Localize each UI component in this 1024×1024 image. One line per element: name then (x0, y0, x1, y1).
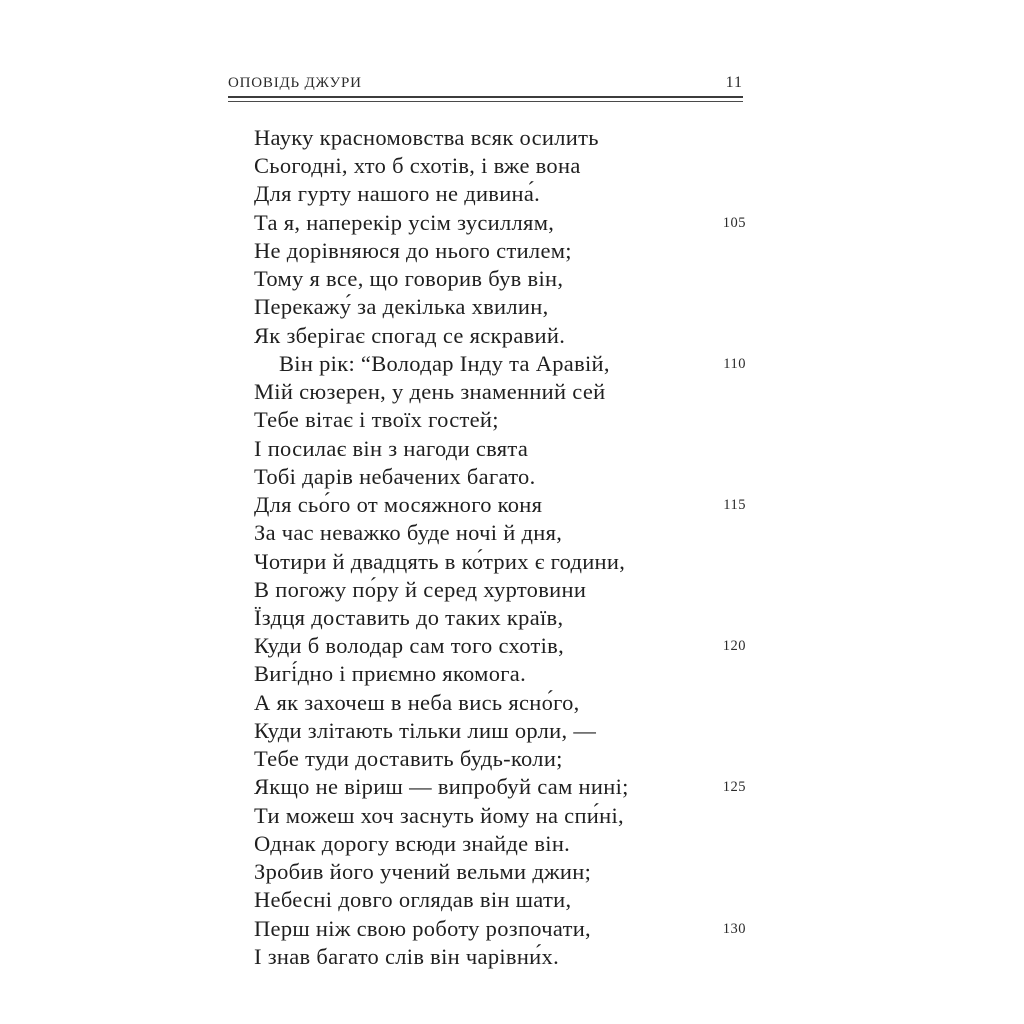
verse-text: Куди злітають тільки лиш орли, — (254, 717, 597, 743)
verse-text: Перекажу́ за декілька хвилин, (254, 294, 549, 320)
verse-line (254, 406, 746, 434)
verse-text: В погожу по́ру й серед хуртовини (254, 576, 587, 602)
verse-text: Небесні довго оглядав він шати, (254, 887, 572, 913)
verse-text: Перш ніж свою роботу розпочати, (254, 915, 591, 941)
running-title: ОПОВІДЬ ДЖУРИ (228, 75, 362, 91)
verse-line (254, 519, 746, 547)
poem-body (254, 124, 746, 971)
verse-line (254, 209, 746, 237)
verse-text: Чотири й двадцять в ко́трих є години, (254, 548, 626, 574)
verse-line (254, 773, 746, 801)
verse-text: І знав багато слів він чарівни́х. (254, 943, 559, 969)
verse-text: Мій сюзерен, у день знаменний сей (254, 379, 606, 405)
verse-line (254, 350, 746, 378)
verse-line (254, 265, 746, 293)
verse-text: Науку красномовства всяк осилить (254, 125, 599, 150)
verse-line (254, 463, 746, 491)
verse-line (254, 435, 746, 463)
verse-line (254, 378, 746, 406)
verse-line (254, 802, 746, 830)
verse-text: Зробив його учений вельми джин; (254, 859, 592, 885)
verse-line-number: 130 (722, 920, 746, 937)
verse-text: Їздця доставить до таких країв, (254, 604, 564, 630)
verse-text: Для гурту нашого не дивина́. (254, 181, 541, 207)
verse-line-number: 120 (722, 638, 746, 655)
header-rule (228, 96, 743, 102)
verse-line (254, 717, 746, 745)
verse-text: Однак дорогу всюди знайде він. (254, 830, 571, 856)
verse-line (254, 943, 746, 971)
verse-text: Він рік: “Володар Інду та Аравій, (279, 350, 610, 376)
verse-line (254, 830, 746, 858)
verse-line (254, 293, 746, 321)
verse-text: Не дорівняюся до нього стилем; (254, 237, 572, 263)
verse-text: Для сьо́го от мосяжного коня (254, 492, 543, 518)
page-header (228, 74, 743, 92)
verse-line (254, 322, 746, 350)
verse-text: Сьогодні, хто б схотів, і вже вона (254, 153, 581, 179)
verse-line (254, 689, 746, 717)
verse-line (254, 237, 746, 265)
verse-text: Вигі́дно і приємно якомога. (254, 661, 526, 687)
verse-text: Тобі дарів небачених багато. (254, 463, 536, 489)
verse-line (254, 886, 746, 914)
verse-text: А як захочеш в неба вись ясно́го, (254, 689, 580, 715)
verse-line (254, 915, 746, 943)
verse-line-number: 115 (723, 497, 746, 514)
verse-text: Ти можеш хоч заснуть йому на спи́ні, (254, 802, 624, 828)
verse-line (254, 491, 746, 519)
verse-text: За час неважко буде ночі й дня, (254, 520, 563, 546)
verse-text: Тебе вітає і твоїх гостей; (254, 407, 499, 433)
verse-line (254, 180, 746, 208)
verse-line (254, 858, 746, 886)
verse-text: Як зберігає спогад се яскравий. (254, 322, 566, 348)
verse-text: Куди б володар сам того схотів, (254, 633, 565, 659)
verse-line-number: 105 (722, 214, 746, 231)
verse-line (254, 152, 746, 180)
verse-line (254, 660, 746, 688)
verse-text: Тому я все, що говорив був він, (254, 266, 564, 292)
verse-text: Тебе туди доставить будь-коли; (254, 746, 563, 772)
verse-text: Та я, наперекір усім зусиллям, (254, 209, 555, 235)
page-number: 11 (725, 74, 743, 91)
verse-line (254, 576, 746, 604)
verse-text: І посилає він з нагоди свята (254, 435, 529, 461)
verse-line (254, 548, 746, 576)
verse-line (254, 604, 746, 632)
verse-text: Якщо не віриш — випробуй сам нині; (254, 774, 629, 800)
verse-line-number: 125 (722, 779, 746, 796)
verse-line-number: 110 (723, 355, 746, 372)
verse-line (254, 124, 746, 152)
verse-line (254, 745, 746, 773)
verse-line (254, 632, 746, 660)
